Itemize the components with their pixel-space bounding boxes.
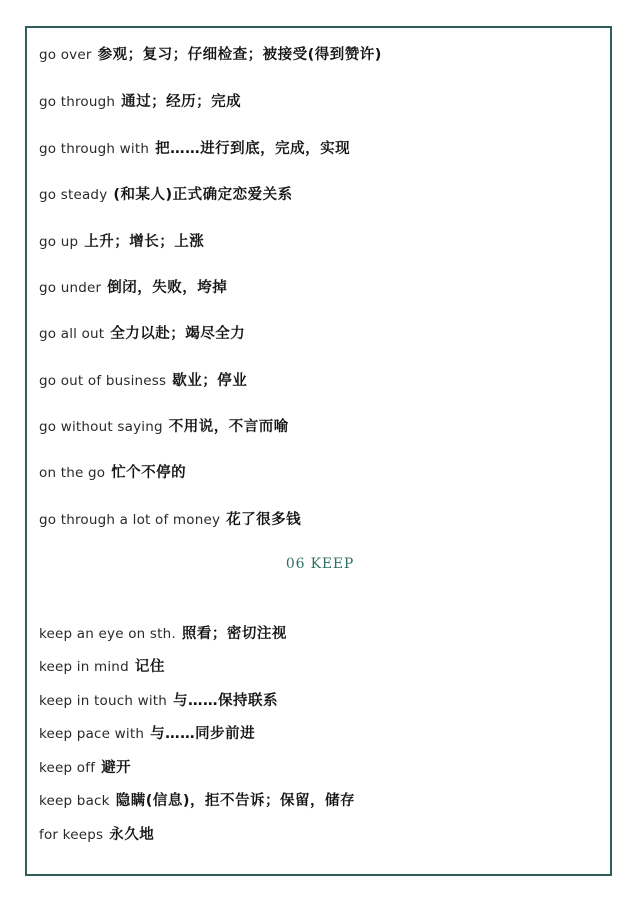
phrase-chinese: 花了很多钱 <box>226 512 302 528</box>
phrase-chinese: 避开 <box>101 760 132 776</box>
phrase-keep-off <box>39 758 131 778</box>
phrase-chinese: 参观；复习；仔细检查；被接受(得到赞许) <box>97 47 382 63</box>
phrase-chinese: 全力以赴；竭尽全力 <box>110 326 246 342</box>
phrase-english: go all out <box>39 326 105 342</box>
phrase-on-the-go <box>39 463 186 483</box>
phrase-go-under <box>39 278 227 298</box>
phrase-chinese: 歇业；停业 <box>172 373 248 389</box>
phrase-keep-an-eye-on <box>39 624 287 644</box>
phrase-chinese: 与……同步前进 <box>150 726 256 742</box>
phrase-english: keep in touch with <box>39 693 168 709</box>
phrase-chinese: 忙个不停的 <box>111 465 187 481</box>
phrase-english: keep in mind <box>39 659 129 675</box>
phrase-go-up <box>39 232 204 252</box>
phrase-chinese: 照看；密切注视 <box>181 626 287 642</box>
phrase-english: for keeps <box>39 827 104 843</box>
phrase-english: keep back <box>39 793 110 809</box>
phrase-keep-in-mind <box>39 657 165 677</box>
phrase-chinese: (和某人)正式确定恋爱关系 <box>113 187 293 203</box>
phrase-english: go through a lot of money <box>39 512 221 528</box>
section-heading: 06 KEEP <box>285 556 355 572</box>
phrase-chinese: 记住 <box>134 659 165 675</box>
phrase-english: go through <box>39 94 116 110</box>
phrase-english: go over <box>39 47 92 63</box>
phrase-english: go up <box>39 234 79 250</box>
phrase-keep-pace-with <box>39 724 255 744</box>
phrase-english: go out of business <box>39 373 167 389</box>
phrase-chinese: 不用说，不言而喻 <box>168 419 289 435</box>
phrase-chinese: 把……进行到底，完成，实现 <box>155 141 351 157</box>
phrase-chinese: 通过；经历；完成 <box>121 94 242 110</box>
phrase-english: go under <box>39 280 102 296</box>
phrase-go-without-saying <box>39 417 289 437</box>
phrase-english: go steady <box>39 187 108 203</box>
phrase-english: keep an eye on sth. <box>39 626 176 642</box>
phrase-chinese: 倒闭，失败，垮掉 <box>107 280 228 296</box>
phrase-go-through-with <box>39 139 350 159</box>
phrase-english: keep pace with <box>39 726 145 742</box>
phrase-keep-in-touch-with <box>39 691 278 711</box>
phrase-go-through <box>39 92 241 112</box>
phrase-for-keeps <box>39 825 154 845</box>
phrase-english: go through with <box>39 141 150 157</box>
phrase-go-over <box>39 45 382 65</box>
phrase-go-out-of-business <box>39 371 247 391</box>
phrase-go-all-out <box>39 324 245 344</box>
phrase-go-through-a-lot-of-money <box>39 510 301 530</box>
phrase-english: go without saying <box>39 419 163 435</box>
phrase-chinese: 隐瞒(信息)，拒不告诉；保留，储存 <box>115 793 355 809</box>
phrase-english: on the go <box>39 465 106 481</box>
phrase-chinese: 永久地 <box>109 827 155 843</box>
phrase-english: keep off <box>39 760 96 776</box>
phrase-go-steady <box>39 185 293 205</box>
phrase-keep-back <box>39 791 355 811</box>
phrase-chinese: 上升；增长；上涨 <box>84 234 205 250</box>
phrase-chinese: 与……保持联系 <box>173 693 279 709</box>
